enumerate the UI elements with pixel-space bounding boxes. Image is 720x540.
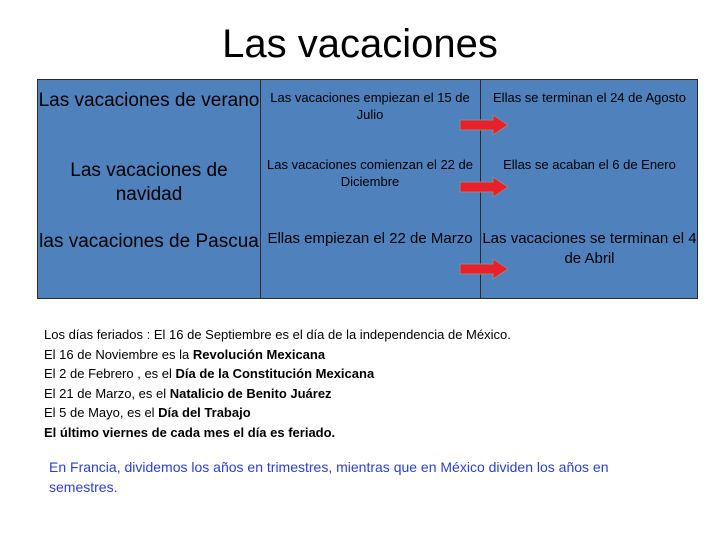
page-title: Las vacaciones <box>222 22 498 66</box>
holidays-notes <box>44 325 684 442</box>
row-end-verano: Ellas se terminan el 24 de Agosto <box>493 90 686 105</box>
row-start-navidad: Las vacaciones comienzan el 22 de Diciembre <box>267 157 473 189</box>
row-end-navidad: Ellas se acaban el 6 de Enero <box>503 157 676 172</box>
row-end-pascua: Las vacaciones se terminan el 4 de Abril <box>482 230 697 267</box>
arrow-right-icon <box>459 176 509 198</box>
note-line: Los días feriados : El 16 de Septiembre es el día de la independencia de México. <box>44 327 511 342</box>
row-label-pascua: las vacaciones de Pascua <box>39 231 259 252</box>
row-start-verano: Las vacaciones empiezan el 15 de Julio <box>270 90 470 122</box>
note-line: El 5 de Mayo, es el Día del Trabajo <box>44 405 251 420</box>
note-line: El 2 de Febrero , es el Día de la Constitución Mexicana <box>44 366 375 381</box>
row-label-navidad: Las vacaciones de navidad <box>70 160 228 205</box>
note-line: El 21 de Marzo, es el Natalicio de Benito Juárez <box>44 385 332 401</box>
footer-note: En Francia, dividemos los años en trimestres, mientras que en México dividen los años en semestres. <box>49 459 609 495</box>
note-line: El 16 de Noviembre es la Revolución Mexicana <box>44 346 326 362</box>
vacations-table <box>37 79 698 299</box>
row-label-verano: Las vacaciones de verano <box>38 90 260 111</box>
row-start-pascua: Ellas empiezan el 22 de Marzo <box>267 230 473 247</box>
arrow-right-icon <box>459 258 509 280</box>
arrow-right-icon <box>459 114 509 136</box>
note-line: El último viernes de cada mes el día es feriado. <box>44 424 336 440</box>
